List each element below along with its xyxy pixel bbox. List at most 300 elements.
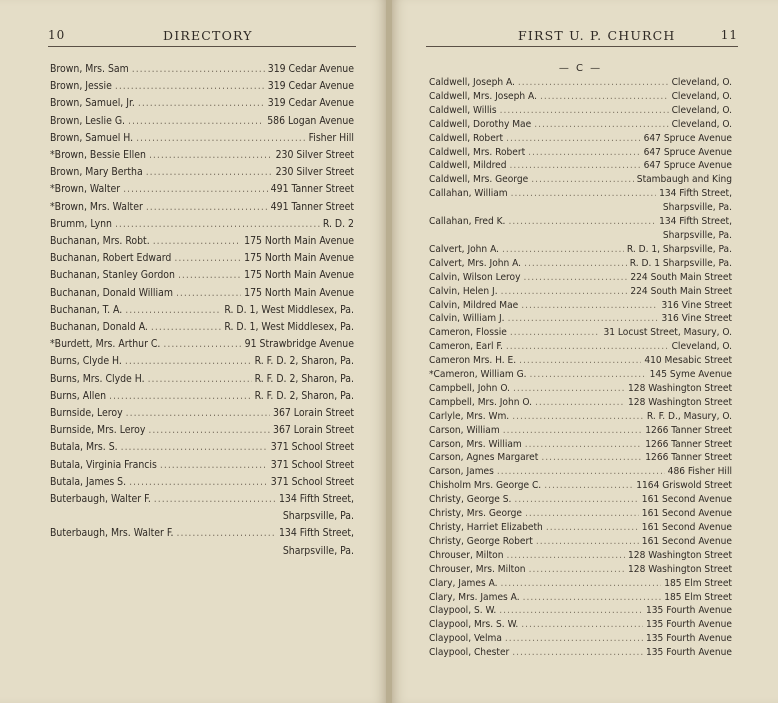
directory-entry (50, 439, 354, 456)
entry-name: Campbell, John O. (429, 382, 510, 394)
entry-name: Claypool, Chester (429, 647, 510, 659)
dot-leader (511, 187, 656, 201)
entry-name: Caldwell, Mildred (429, 160, 507, 172)
dot-leader (521, 299, 658, 313)
entry-name: Caldwell, Mrs. Joseph A. (429, 90, 537, 102)
entry-line (50, 95, 354, 112)
dot-leader (531, 173, 634, 187)
entry-address: Cleveland, O. (671, 77, 732, 88)
dot-leader (501, 577, 662, 591)
entry-address: 316 Vine Street (661, 299, 732, 311)
entry-name: Calvin, Mildred Mae (429, 299, 519, 311)
entry-line (50, 61, 354, 78)
entry-line (50, 267, 354, 284)
entry-line (50, 439, 354, 456)
directory-entry (50, 113, 354, 130)
entry-line (429, 76, 732, 90)
dot-leader (535, 396, 625, 410)
dot-leader (115, 216, 320, 233)
entry-name: Campbell, Mrs. John O. (429, 396, 533, 408)
dot-leader (154, 491, 276, 508)
entry-line (429, 312, 732, 326)
entry-name: Claypool, S. W. (429, 605, 497, 617)
dot-leader (151, 319, 221, 336)
dot-leader (508, 312, 659, 326)
entry-address-continuation: Sharpsville, Pa. (282, 510, 354, 523)
entry-name: Calvin, William J. (429, 313, 505, 325)
entry-name: Brumm, Lynn (50, 217, 112, 230)
entry-line (50, 388, 354, 405)
entry-line (50, 422, 354, 439)
entry-address: 367 Lorain Street (273, 424, 354, 437)
entry-line (429, 451, 732, 465)
entry-line (50, 113, 354, 130)
entry-address: 491 Tanner Street (270, 183, 354, 196)
entry-line (429, 173, 732, 187)
entry-name: Carson, James (429, 466, 494, 478)
directory-entry (50, 422, 354, 439)
directory-entry (429, 312, 732, 326)
dot-leader (503, 424, 643, 438)
entry-address: 647 Spruce Avenue (643, 132, 732, 144)
entry-name: Clary, James A. (429, 577, 498, 589)
directory-entry (429, 173, 732, 187)
entry-name: Buchanan, Robert Edward (50, 252, 172, 265)
entry-line (429, 479, 732, 493)
dot-leader (510, 159, 641, 173)
dot-leader (521, 618, 643, 632)
entry-name: Caldwell, Willis (429, 104, 497, 116)
entry-line (429, 104, 732, 118)
entry-name: *Brown, Walter (50, 183, 121, 196)
entry-line (429, 396, 732, 410)
entry-line (429, 410, 732, 424)
entry-name: Butala, Mrs. S. (50, 441, 118, 454)
entry-name: Burns, Mrs. Clyde H. (50, 372, 145, 385)
dot-leader (146, 199, 268, 216)
entry-address: 319 Cedar Avenue (267, 97, 354, 110)
entry-line (429, 285, 732, 299)
entry-name: Buchanan, Donald William (50, 286, 173, 299)
entry-line (50, 525, 354, 542)
entry-line (429, 424, 732, 438)
entry-name: Brown, Samuel, Jr. (50, 97, 135, 110)
entry-address: 185 Elm Street (664, 577, 732, 589)
dot-leader (512, 646, 643, 660)
directory-entry (429, 410, 732, 424)
entry-address: Cleveland, O. (671, 341, 732, 353)
entry-address: 175 North Main Avenue (244, 269, 354, 282)
entry-name: Chisholm Mrs. George C. (429, 480, 542, 492)
entry-line (429, 549, 732, 563)
entry-address: 128 Washington Street (628, 549, 732, 561)
dot-leader (501, 285, 628, 299)
dot-leader (536, 535, 639, 549)
entry-address: Cleveland, O. (671, 104, 732, 116)
directory-entry (429, 424, 732, 438)
entry-address: 230 Silver Street (275, 166, 354, 179)
entry-line (429, 326, 732, 340)
entry-address: R. F. D., Masury, O. (646, 410, 732, 422)
entry-address: 134 Fifth Street, (278, 527, 354, 540)
directory-entry (429, 577, 732, 591)
entry-name: Buchanan, Mrs. Robt. (50, 235, 150, 248)
entry-name: Calvert, Mrs. John A. (429, 257, 522, 269)
directory-entry (429, 215, 732, 243)
entry-address: 175 North Main Avenue (244, 286, 354, 299)
entry-address: R. D. 1, West Middlesex, Pa. (224, 303, 354, 316)
directory-entry (50, 199, 354, 216)
entry-name: Chrouser, Milton (429, 549, 504, 561)
entry-address: 175 North Main Avenue (244, 252, 354, 265)
entry-address: 1266 Tanner Street (645, 452, 732, 464)
directory-entry (429, 146, 732, 160)
dot-leader (121, 439, 268, 456)
entry-line (50, 78, 354, 95)
entry-address: 91 Strawbridge Avenue (244, 338, 354, 351)
directory-entry (429, 438, 732, 452)
directory-entry (429, 104, 732, 118)
entry-address: 135 Fourth Avenue (646, 605, 732, 617)
dot-leader (148, 422, 270, 439)
directory-entry (429, 257, 732, 271)
entry-name: Christy, George Robert (429, 535, 533, 547)
dot-leader (125, 302, 221, 319)
dot-leader (507, 549, 626, 563)
entry-name: Christy, Harriet Elizabeth (429, 522, 543, 533)
running-title: DIRECTORY (163, 28, 253, 43)
directory-entry (429, 382, 732, 396)
entry-address: 128 Washington Street (628, 396, 732, 408)
entry-address: 128 Washington Street (628, 563, 732, 575)
entry-address: 1266 Tanner Street (645, 438, 732, 450)
section-letter: — C — (558, 63, 603, 74)
entry-line (429, 465, 732, 479)
dot-leader (153, 233, 241, 250)
right-page (392, 0, 778, 703)
entry-line (50, 216, 354, 233)
entry-address: 185 Elm Street (664, 591, 732, 603)
dot-leader (138, 95, 265, 112)
directory-entry (50, 405, 354, 422)
entry-address: 371 School Street (270, 441, 354, 454)
entry-line (429, 243, 732, 257)
entry-name: Claypool, Mrs. S. W. (429, 619, 519, 631)
dot-leader (148, 371, 252, 388)
dot-leader (524, 257, 627, 271)
directory-entry (50, 147, 354, 164)
directory-entry (429, 451, 732, 465)
entry-address: 135 Fourth Avenue (646, 647, 732, 659)
entry-line (429, 382, 732, 396)
entry-name: Callahan, Fred K. (429, 216, 506, 228)
entry-name: Caldwell, Mrs. George (429, 174, 529, 186)
entry-name: Calvin, Wilson Leroy (429, 271, 521, 283)
entry-name: Brown, Mary Bertha (50, 166, 143, 179)
entry-address: R. D. 1, Sharpsville, Pa. (626, 243, 732, 255)
entry-line (50, 181, 354, 198)
entry-address: 1266 Tanner Street (645, 424, 732, 436)
directory-entry (429, 632, 732, 646)
entry-line (429, 354, 732, 368)
entry-address: R. F. D. 2, Sharon, Pa. (254, 389, 354, 402)
directory-entry (50, 285, 354, 302)
entry-address: 134 Fifth Street, (659, 216, 732, 228)
entry-line (50, 233, 354, 250)
entry-line (429, 563, 732, 577)
dot-leader (146, 164, 273, 181)
page-number: 10 (48, 28, 66, 42)
directory-entry (50, 216, 354, 233)
directory-entry (50, 130, 354, 147)
entry-address: 224 South Main Street (630, 271, 732, 283)
entry-line (429, 632, 732, 646)
dot-leader (115, 78, 265, 95)
entry-line (429, 591, 732, 605)
entry-address: R. D. 1 Sharpsville, Pa. (629, 257, 732, 269)
entry-line (50, 353, 354, 370)
entry-line (429, 493, 732, 507)
dot-leader (109, 388, 252, 405)
left-page (0, 0, 386, 703)
entry-line (429, 535, 732, 549)
entry-line (429, 146, 732, 160)
directory-entry (429, 299, 732, 313)
directory-entry (50, 181, 354, 198)
entry-name: Buchanan, Donald A. (50, 321, 148, 334)
entry-line (50, 130, 354, 147)
directory-entry (429, 549, 732, 563)
entry-line (50, 319, 354, 336)
entry-line (429, 618, 732, 632)
directory-entry (50, 319, 354, 336)
entry-name: Carlyle, Mrs. Wm. (429, 410, 510, 422)
directory-entry (50, 474, 354, 491)
entry-name: Buchanan, T. A. (50, 303, 123, 316)
entry-address: 647 Spruce Avenue (643, 160, 732, 172)
directory-entry (429, 479, 732, 493)
entry-name: Caldwell, Dorothy Mae (429, 118, 532, 130)
dot-leader (530, 368, 647, 382)
entry-address-continuation: Sharpsville, Pa. (282, 544, 354, 557)
entry-address: 161 Second Avenue (641, 535, 732, 547)
entry-line (429, 159, 732, 173)
dot-leader (523, 271, 627, 285)
entry-address-continuation: Sharpsville, Pa. (662, 202, 732, 214)
directory-entry (429, 243, 732, 257)
entry-name: Christy, Mrs. George (429, 508, 522, 520)
dot-leader (506, 340, 669, 354)
entry-line (429, 646, 732, 660)
entry-name: Buchanan, Stanley Gordon (50, 269, 175, 282)
entry-line (429, 90, 732, 104)
dot-leader (125, 353, 252, 370)
dot-leader (523, 591, 662, 605)
entry-address: 134 Fifth Street, (278, 493, 354, 506)
entry-line (50, 147, 354, 164)
entry-address-continuation: Sharpsville, Pa. (662, 229, 732, 241)
entry-address: 371 School Street (270, 475, 354, 488)
dot-leader (129, 474, 268, 491)
entry-name: Brown, Leslie G. (50, 114, 126, 127)
entry-line (429, 340, 732, 354)
entry-line (50, 302, 354, 319)
directory-entry (50, 61, 354, 78)
dot-leader (505, 632, 643, 646)
entry-address: 647 Spruce Avenue (643, 146, 732, 158)
entry-name: Chrouser, Mrs. Milton (429, 563, 526, 575)
directory-entry (50, 250, 354, 267)
directory-entry (429, 646, 732, 660)
entry-name: Caldwell, Mrs. Robert (429, 146, 526, 158)
right-page-header (426, 28, 738, 47)
right-entry-list (429, 62, 732, 660)
dot-leader (512, 410, 644, 424)
directory-entry (429, 90, 732, 104)
dot-leader (163, 336, 241, 353)
entry-name: Burnside, Leroy (50, 407, 123, 420)
entry-address: 1164 Griswold Street (636, 480, 732, 492)
directory-entry (429, 535, 732, 549)
directory-entry (429, 159, 732, 173)
directory-entry (429, 507, 732, 521)
dot-leader (176, 285, 241, 302)
entry-address: 230 Silver Street (275, 149, 354, 162)
dot-leader (177, 525, 276, 542)
left-entry-list (50, 61, 354, 560)
entry-name: Caldwell, Robert (429, 132, 504, 144)
entry-name: Calvin, Helen J. (429, 285, 498, 297)
entry-line (50, 164, 354, 181)
entry-address: Stambaugh and King (636, 174, 732, 186)
entry-name: Burns, Allen (50, 389, 106, 402)
directory-entry (429, 521, 732, 535)
entry-line (50, 457, 354, 474)
entry-address: 135 Fourth Avenue (646, 633, 732, 645)
entry-address: 128 Washington Street (628, 382, 732, 394)
entry-line (50, 474, 354, 491)
directory-entry (429, 368, 732, 382)
dot-leader (529, 563, 625, 577)
entry-name: Butala, James S. (50, 475, 127, 488)
directory-entry (50, 371, 354, 388)
entry-name: Cameron Mrs. H. E. (429, 355, 517, 367)
directory-entry (429, 340, 732, 354)
directory-entry (429, 76, 732, 90)
dot-leader (528, 146, 640, 160)
entry-line (429, 299, 732, 313)
entry-line (429, 368, 732, 382)
dot-leader (513, 382, 625, 396)
entry-address: R. F. D. 2, Sharon, Pa. (254, 355, 354, 368)
directory-entry (50, 336, 354, 353)
entry-name: Carson, Agnes Margaret (429, 452, 539, 464)
dot-leader (506, 132, 641, 146)
entry-name: Burns, Clyde H. (50, 355, 122, 368)
dot-leader (126, 405, 270, 422)
entry-name: Brown, Jessie (50, 80, 112, 93)
entry-line (429, 118, 732, 132)
entry-line (429, 507, 732, 521)
page-number: 11 (720, 28, 738, 42)
directory-entry (50, 233, 354, 250)
directory-entry (429, 618, 732, 632)
entry-address: 161 Second Avenue (641, 508, 732, 520)
directory-entry (429, 118, 732, 132)
directory-entry (429, 326, 732, 340)
entry-name: Clary, Mrs. James A. (429, 591, 520, 603)
entry-address: 145 Syme Avenue (649, 369, 732, 381)
dot-leader (541, 451, 642, 465)
entry-address: 319 Cedar Avenue (267, 63, 354, 75)
entry-line (50, 405, 354, 422)
directory-entry (50, 457, 354, 474)
dot-leader (497, 465, 665, 479)
directory-entry (429, 354, 732, 368)
entry-address: Fisher Hill (308, 131, 354, 144)
dot-leader (540, 90, 669, 104)
entry-address: 586 Logan Avenue (267, 114, 354, 127)
directory-entry (429, 396, 732, 410)
directory-entry (50, 491, 354, 525)
entry-line (429, 521, 732, 535)
dot-leader (500, 104, 669, 118)
entry-address: 367 Lorain Street (273, 407, 354, 420)
entry-address: 486 Fisher Hill (667, 466, 732, 478)
entry-address: 31 Locust Street, Masury, O. (603, 327, 732, 339)
entry-line (50, 371, 354, 388)
dot-leader (534, 118, 668, 132)
dot-leader (544, 479, 633, 493)
entry-name: Cameron, Earl F. (429, 341, 503, 353)
entry-address: Cleveland, O. (671, 118, 732, 130)
entry-address: 371 School Street (270, 458, 354, 471)
entry-line (50, 250, 354, 267)
entry-name: Burnside, Mrs. Leroy (50, 424, 146, 437)
directory-entry (50, 388, 354, 405)
directory-entry (50, 267, 354, 284)
dot-leader (518, 76, 669, 90)
entry-address: R. D. 2 (322, 217, 354, 230)
directory-entry (429, 271, 732, 285)
entry-name: Buterbaugh, Walter F. (50, 493, 151, 506)
entry-address: Cleveland, O. (671, 90, 732, 102)
entry-line (50, 285, 354, 302)
dot-leader (136, 130, 306, 147)
directory-entry (429, 285, 732, 299)
dot-leader (160, 457, 268, 474)
directory-entry (50, 353, 354, 370)
entry-name: Calvert, John A. (429, 243, 499, 255)
entry-name: Butala, Virginia Francis (50, 458, 157, 471)
entry-line (429, 271, 732, 285)
dot-leader (525, 438, 643, 452)
dot-leader (149, 147, 273, 164)
dot-leader (128, 113, 264, 130)
entry-address: 316 Vine Street (661, 313, 732, 325)
entry-name: Caldwell, Joseph A. (429, 77, 515, 88)
entry-name: Carson, Mrs. William (429, 438, 522, 450)
entry-address: 135 Fourth Avenue (646, 619, 732, 631)
entry-address: 134 Fifth Street, (659, 188, 732, 200)
entry-address: 161 Second Avenue (641, 494, 732, 506)
entry-line (429, 132, 732, 146)
entry-address: 491 Tanner Street (270, 200, 354, 213)
entry-address: 410 Mesabic Street (644, 355, 732, 367)
entry-name: *Brown, Bessie Ellen (50, 149, 146, 162)
dot-leader (123, 181, 268, 198)
entry-address: R. D. 1, West Middlesex, Pa. (224, 321, 354, 334)
